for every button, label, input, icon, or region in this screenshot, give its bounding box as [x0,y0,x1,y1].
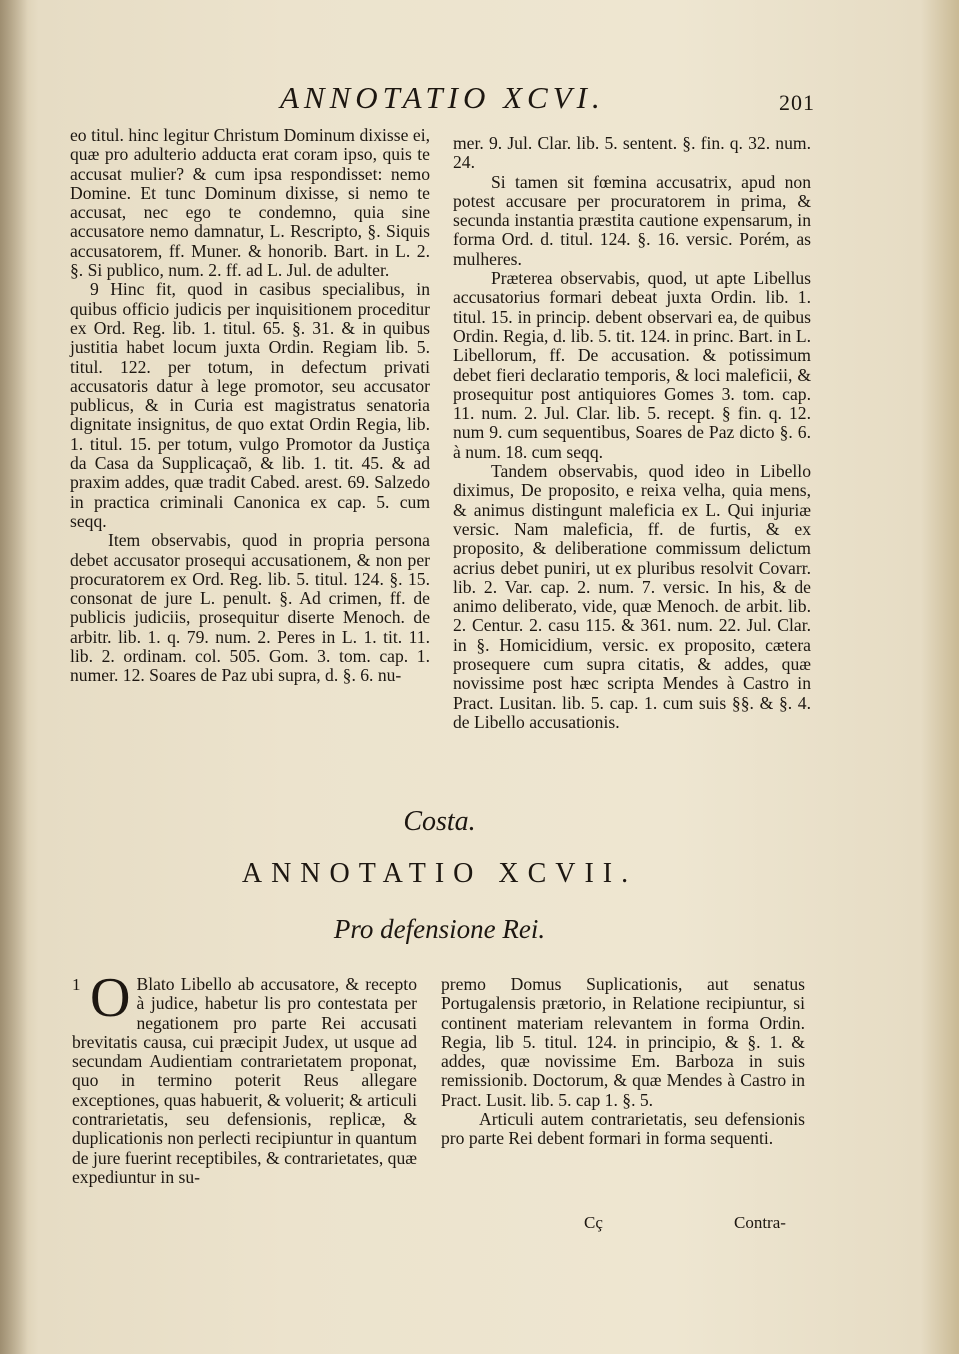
right-paragraph: Tandem observabis, quod ideo in Libello diximus, De proposito, e reixa velha, quia mens, & animus distingunt maleficia ex L. Qui injuriæ versic. Nam maleficia, ff. de furtis, & ex proposito, & deliberatione commissum delictum acrius debet puniri, ut ex pluribus resolvit Covarr. lib. 2. Var. cap. 2. num. 7. versic. In his, & de animo deliberato, vide, quæ Menoch. de arbit. lib. 2. Centur. 2. casu 115. & 361. num. 22. Jul. Clar. in §. Homicidium, versic. ex proposito, cætera prosequere cum supra citatis, & addes, quæ novissime post hæc scripta Mendes à Castro in Pract. Lusitan. lib. 5. cap. 1. cum suis §§. & §. 4. de Libello accusationis. [453,461,811,732]
catchword: Contra- [734,1213,786,1232]
page-number: 201 [779,90,815,115]
paragraph-number: 1 [72,975,81,994]
left-paragraph: eo titul. hinc legitur Christum Dominum dixisse ei, quæ pro adulterio adducta erat coram ipso, quis te accusat mulier? & cum ipsa respondisset: nemo Domine. Et tunc Dominum dixisse, si nemo te accusat, nec ego te condemno, quia sine accusatore nemo damnatur, L. Rescripto, §. Siquis accusatorem, ff. Muner. & honorib. Bart. in L. 2. §. Si publico, num. 2. ff. ad L. Jul. de adulter. [70,125,430,281]
section-left-column [72,967,417,1187]
section-right-paragraph: premo Domus Suplicationis, aut senatus Portugalensis prætorio, in Relatione recipiuntur, si continent materiam relevantem in forma Ordin. Regia, lib 5. titul. 124. in principio, & §. 1. & addes, quæ novissime Em. Barboza in suis remissionib. Doctorum, & quæ Mendes à Castro in Pract. Lusit. lib. 5. cap 1. §. 5. [441,974,805,1110]
section-right-column [441,975,805,1149]
right-paragraph: Præterea observabis, quod, ut apte Libellus accusatorius formari debeat juxta Ordin. lib. 1. titul. 15. in princip. debent observari ea, de quibus Ordin. Regia, d. lib. 5. tit. 124. in princ. Bart. in L. Libellorum, ff. De accusation. & potissimum debet fieri declaratio temporis, & loci maleficii, & prosequitur post antiquiores Gomes 3. tom. cap. 11. num. 2. Jul. Clar. lib. 5. recept. § fin. q. 12. num 9. cum sequentibus, Soares de Paz dicto §. 6. à num. 18. cum seqq. [453,268,811,462]
right-paragraph: mer. 9. Jul. Clar. lib. 5. sentent. §. fin. q. 32. num. 24. [453,133,811,173]
left-paragraph: Item observabis, quod in propria persona debet accusator prosequi accusationem, & non per procuratorem ex Ord. Reg. lib. 5. titul. 124. §. 15. consonat de jure L. penult. §. Ad crimen, ff. de publicis judiciis, prosequitur diserte Menoch. de arbitr. lib. 1. q. 79. num. 2. Peres in L. 1. tit. 11. lib. 2. ordinam. col. 505. Gom. 3. tom. cap. 1. numer. 12. Soares de Paz ubi supra, d. §. 6. nu- [70,530,430,686]
gutter-shadow [0,0,28,1354]
running-title: ANNOTATIO XCVI. [280,80,605,115]
section-left-text: Blato Libello ab accusatore, & recepto à judice, habetur lis pro contestata per negationem pro parte Rei accusati brevitatis causa, cui præcipit Judex, ut usque ad secundam Audientiam contrarietatem proponat, quo in termino poterit Reus allegare exceptiones, quas habuerit, & voluerit; & articuli contrarietatis, seu defensionis, replicæ, & duplicationis non perlecti recipiuntur in quantum de jure fuerint receptibiles, & contrarietates, quæ expediuntur in su- [72,974,417,1187]
signature-mark: Cç [584,1213,603,1232]
right-paragraph: Si tamen sit fœmina accusatrix, apud non potest accusare per procuratorem in prima, & secunda instantia præstita cautione expensarum, in forma Ord. d. titul. 124. §. 16. versic. Porém, as mulheres. [453,171,811,269]
section-subtitle: Pro defensione Rei. [333,914,546,944]
signature: Costa. [403,806,476,837]
section-title: ANNOTATIO XCVII. [241,858,638,889]
left-column [70,126,430,686]
right-column [453,134,811,732]
drop-cap: O [90,967,131,1029]
left-paragraph: 9 Hinc fit, quod in casibus specialibus, in quibus officio judicis per inquisitionem proceditur ex Ord. Reg. lib. 1. titul. 65. §. 31. & in quibus justitia habet locum juxta Ordin. Regiam lib. 5. titul. 122. per totum, in defectum privati accusatoris datur à lege promotor, seu accusator publicus, & in Curia est magistratus senatoria dignitate insignitus, de quo extat Ordin Regia, lib. 1. titul. 15. per totum, vulgo Promotor da Justiça da Casa da Supplicaçaõ, & lib. 1. tit. 45. & ad praxim addes, quæ tradit Cabed. arest. 69. Salzedo in practica criminali Canonica ex cap. 5. cum seqq. [70,279,430,531]
section-right-paragraph: Articuli autem contrarietatis, seu defensionis pro parte Rei debent formari in forma sequenti. [441,1109,805,1149]
